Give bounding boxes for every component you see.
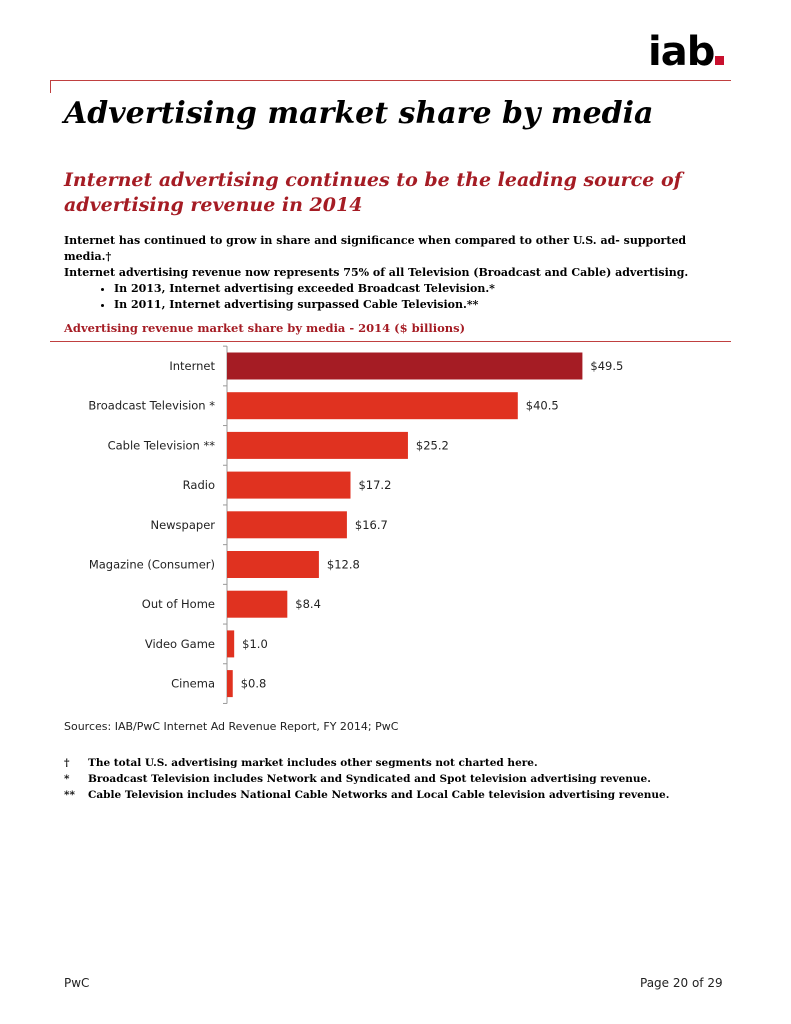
bar [227,591,287,618]
category-label: Video Game [144,636,215,651]
bar [227,432,408,459]
bar-chart [0,342,791,708]
intro-bullets [64,281,734,313]
footer-page-number: Page 20 of 29 [640,976,723,990]
value-label: $40.5 [525,398,559,413]
footnote-mark: ** [64,789,75,801]
category-label: Cinema [171,676,215,691]
section-subtitle: Internet advertising continues to be the leading source of advertising revenue in 2014 [64,169,682,216]
value-label: $49.5 [590,359,624,373]
bar [227,670,233,697]
chart-title: Advertising revenue market share by media - 2014 ($ billions) [64,321,466,335]
value-label: $16.7 [354,517,388,532]
value-label: $1.0 [242,636,268,651]
logo-dot [715,56,724,65]
intro-bullet: • In 2013, Internet advertising exceeded Broadcast Television.* [114,281,734,297]
category-label: Out of Home [141,597,215,612]
footer-company: PwC [64,976,90,990]
bar [227,551,319,578]
header-rule [50,80,731,81]
category-label: Newspaper [150,517,215,532]
value-label: $0.8 [240,676,267,691]
bar [227,511,347,538]
bar [227,392,518,419]
header-rule-tick [50,80,51,93]
intro-bullet: • In 2011, Internet advertising surpassed Cable Television.** [114,297,734,313]
bar [227,353,582,380]
intro-line-2: Internet advertising revenue now represents 75% of all Television (Broadcast and Cable) advertising. [64,266,689,279]
intro-text [64,233,734,313]
footnote-text: Broadcast Television includes Network and Syndicated and Spot television advertising revenue. [88,773,651,785]
iab-logo [648,29,724,75]
category-label: Radio [182,478,215,493]
footnote-text: Cable Television includes National Cable Networks and Local Cable television advertising revenue. [88,789,670,801]
logo-text: iab [648,29,715,75]
value-label: $25.2 [415,438,449,453]
category-label: Magazine (Consumer) [88,557,215,572]
page-title: Advertising market share by media [64,96,654,131]
category-label: Internet [169,359,215,373]
category-label: Cable Television ** [107,438,215,453]
footnote-text: The total U.S. advertising market includes other segments not charted here. [88,757,538,769]
value-label: $12.8 [326,557,360,572]
footnote-mark: * [64,773,70,785]
footnote-mark: † [64,757,70,769]
value-label: $17.2 [358,478,392,493]
intro-line-1: Internet has continued to grow in share and significance when compared to other U.S. ad- supported media.† [64,234,687,263]
sources-note: Sources: IAB/PwC Internet Ad Revenue Report, FY 2014; PwC [64,720,399,733]
bar [227,472,350,499]
bar [227,630,234,657]
value-label: $8.4 [295,597,321,612]
category-label: Broadcast Television * [88,398,215,413]
